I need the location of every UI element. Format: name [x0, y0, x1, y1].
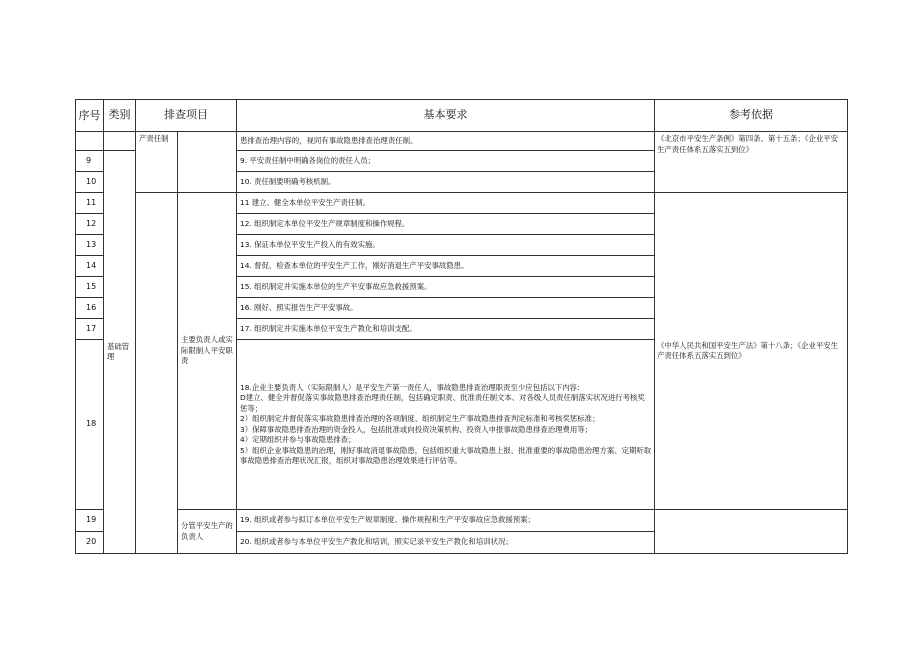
- item-group-cell: [178, 132, 237, 193]
- requirement-cell: 14. 督促、检查本单位的平安生产工作，刚好消退生产平安事故隐患。: [237, 256, 655, 277]
- requirement-line: 5）组织企业事故隐患的治理，刚好事故消退事故隐患，包括组织重大事故隐患上报、批准重要的事故隐患治理方案、定期听取事故隐患排查治理状况汇报，组织对事故隐患治理效果进行评估等。: [240, 445, 652, 465]
- row-num: 14: [76, 256, 104, 277]
- item-group-cell: 分管平安生产的负责人: [178, 510, 237, 554]
- category-cell: [104, 132, 136, 151]
- requirement-cell: 16. 刚好、照实报告生产平安事故。: [237, 298, 655, 319]
- row-num: 19: [76, 510, 104, 532]
- requirement-cell: 17. 组织制定并实施本单位平安生产教化和培训支配。: [237, 319, 655, 340]
- row-num: 15: [76, 277, 104, 298]
- row-num: 13: [76, 235, 104, 256]
- requirement-line: 3）保障事故隐患排查治理的资金投入，包括批准或向投资决策机构、投资人申报事故隐患排查治理费用等；: [240, 424, 593, 434]
- requirement-line: 18.企业主要负责人（实际限制人）是平安生产第一责任人，事故隐患排查治理职责至少应包括以下内容:: [240, 382, 580, 392]
- requirement-cell: 9. 平安责任制中明确各岗位的责任人员；: [237, 151, 655, 172]
- item-group-cell: 主要负责人或实际限制人平安职责: [178, 193, 237, 510]
- table-row: [76, 132, 848, 151]
- requirement-line: D建立、健全并督促落实事故隐患排查治理责任制，包括确定职责、批准责任制文本、对各级人员责任制落实状况进行考核奖惩等；: [240, 393, 645, 413]
- header-category: 类别: [104, 100, 136, 132]
- requirement-line: 4）定期组织并参与事故隐患排查；: [240, 435, 356, 444]
- item-sub-cell: [136, 193, 178, 554]
- requirement-line: 2）组织制定并督促落实事故隐患排查治理的各项制度、组织制定生产事故隐患排查判定标准和考核奖惩标准；: [240, 414, 600, 423]
- row-num: 9: [76, 151, 104, 172]
- requirement-cell: 11 建立、健全本单位平安生产责任制。: [237, 193, 655, 214]
- row-num: 17: [76, 319, 104, 340]
- table-row: [76, 510, 848, 532]
- category-cell: 基础管理: [104, 151, 136, 554]
- requirement-cell: 患排查治理内容的，视同有事故隐患排查治理责任制。: [237, 132, 655, 151]
- requirement-cell: 20. 组织或者参与本单位平安生产教化和培训，照实记录平安生产教化和培训状况；: [237, 532, 655, 554]
- basis-cell: 《北京市平安生产条例》第四条、第十五条；《企业平安生产责任体系五落实五到位》: [655, 132, 848, 193]
- header-basis: 参考依据: [655, 100, 848, 132]
- row-num: 16: [76, 298, 104, 319]
- header-seq: 序号: [76, 100, 104, 132]
- row-num: [76, 132, 104, 151]
- row-num: 10: [76, 172, 104, 193]
- row-num: 12: [76, 214, 104, 235]
- basis-cell: 《中华人民共和国平安生产法》第十八条；《企业平安生产责任体系五落实五到位》: [655, 193, 848, 510]
- requirement-cell: 12. 组织制定本单位平安生产规章制度和操作规程。: [237, 214, 655, 235]
- requirement-cell: 15. 组织制定并实施本单位的生产平安事故应急救援预案。: [237, 277, 655, 298]
- requirement-cell: 13. 保证本单位平安生产投入的有效实施。: [237, 235, 655, 256]
- table-header-row: [76, 100, 848, 132]
- header-item: 排查项目: [136, 100, 237, 132]
- basis-cell: [655, 510, 848, 554]
- item-sub-cell: 产责任制: [136, 132, 178, 193]
- requirement-cell: 19. 组织或者参与拟订本单位平安生产规章制度、操作规程和生产平安事故应急救援预案；: [237, 510, 655, 532]
- row-num: 20: [76, 532, 104, 554]
- header-requirement: 基本要求: [237, 100, 655, 132]
- requirement-cell: 10. 责任制要明确考核机制。: [237, 172, 655, 193]
- row-num: 18: [76, 340, 104, 510]
- requirement-cell: [237, 340, 655, 510]
- hazard-inspection-table: [75, 99, 848, 554]
- row-num: 11: [76, 193, 104, 214]
- table-row: [76, 193, 848, 214]
